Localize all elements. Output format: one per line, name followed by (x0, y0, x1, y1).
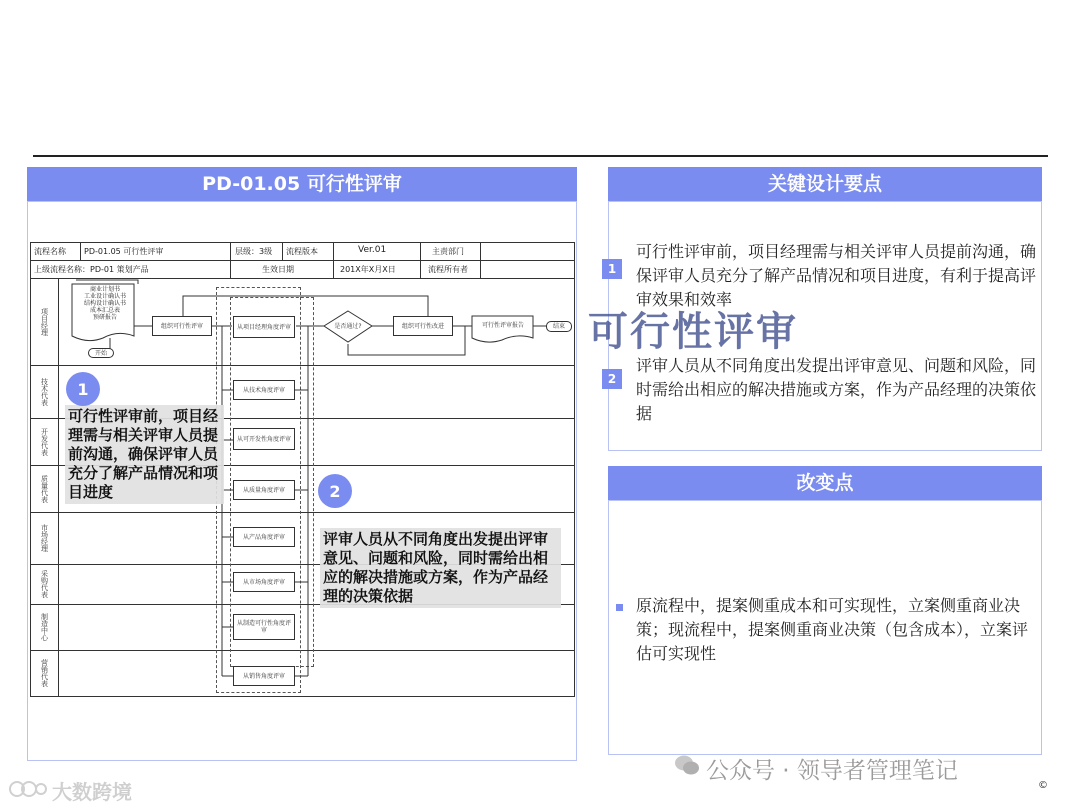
hdr-date-label: 生效日期 (262, 265, 294, 274)
process-box: 从市场角度评审 (233, 572, 295, 592)
lane-label: 技术代表 (40, 377, 49, 406)
hdr-version: Ver.01 (358, 245, 387, 255)
callout-2-text: 评审人员从不同角度出发提出评审意见、问题和风险，同时需给出相应的解决措施或方案，作为产品经理的决策依据 (320, 528, 561, 608)
copyright-mark: © (1038, 780, 1048, 791)
callout-1-badge: 1 (66, 372, 100, 406)
lane-label: 采购代表 (40, 570, 49, 598)
process-box: 从销售角度评审 (233, 666, 295, 686)
lane-label: 营销代表 (40, 659, 49, 687)
report-label: 可行性评审报告 (481, 321, 524, 329)
hdr-parent-process: 上级流程名称：PD-01 策划产品 (34, 265, 149, 274)
key-point-text: 可行性评审前，项目经理需与相关评审人员提前沟通，确保评审人员充分了解产品情况和项目进度，有利于提高评审效果和效率 (636, 242, 1037, 309)
hdr-level: 层级：3级 (235, 247, 273, 256)
key-point-number: 1 (602, 259, 622, 279)
process-box: 从技术角度评审 (233, 380, 295, 400)
hdr-date: 201X年X月X日 (340, 265, 396, 274)
process-box: 从产品角度评审 (233, 527, 295, 547)
change-item-text: 原流程中，提案侧重成本和可实现性，立案侧重商业决策；现流程中，提案侧重商业决策（包含成本），立案评估可实现性 (636, 596, 1029, 663)
process-box: 从项目经理角度评审 (233, 316, 295, 338)
wechat-watermark: 公众号 · 领导者管理笔记 (706, 758, 958, 784)
lane-label: 制造中心 (40, 613, 49, 641)
end-node: 结束 (546, 321, 572, 332)
process-box: 从制造可行性角度评审 (233, 614, 295, 640)
lane-label: 开发代表 (40, 427, 49, 456)
hdr-dept-label: 主责部门 (432, 247, 464, 256)
key-points-header (608, 167, 1042, 201)
process-box: 从质量角度评审 (233, 480, 295, 500)
input-documents: 商业计划书 工业设计确认书 结构设计确认书 成本汇总表 预研报告 (83, 286, 126, 321)
start-node: 开始 (88, 348, 114, 358)
callout-2-badge: 2 (318, 474, 352, 508)
hdr-version-label: 流程版本 (286, 247, 318, 256)
lane-label: 项目经理 (40, 308, 49, 336)
lane-label: 市场经理 (40, 524, 49, 552)
process-box: 从可开发性角度评审 (233, 428, 295, 450)
process-box: 组织可行性评审 (152, 316, 212, 336)
bullet-icon (616, 604, 623, 611)
changes-header (608, 466, 1042, 500)
hdr-owner-label: 流程所有者 (428, 265, 468, 274)
key-points-title: 关键设计要点 (767, 173, 882, 195)
key-point-number: 2 (602, 369, 622, 389)
brand-watermark: 大数跨境 (52, 780, 132, 804)
brand-logo-icon (8, 778, 48, 800)
wechat-icon (674, 754, 700, 776)
hdr-process-name-label: 流程名称 (34, 247, 66, 256)
changes-title: 改变点 (796, 472, 854, 494)
callout-1-text: 可行性评审前，项目经理需与相关评审人员提前沟通，确保评审人员充分了解产品情况和项目进度 (65, 405, 224, 504)
lane-label: 质量代表 (40, 474, 49, 503)
overlay-title: 可行性评审 (588, 309, 798, 355)
process-box: 组织可行性改进 (393, 316, 453, 336)
hdr-process-name: PD-01.05 可行性评审 (84, 247, 164, 256)
left-panel-title: PD-01.05 可行性评审 (202, 173, 402, 195)
decision-label: 是否通过? (334, 322, 362, 330)
key-point-text: 评审人员从不同角度出发提出评审意见、问题和风险，同时需给出相应的解决措施或方案，作为产品经理的决策依据 (636, 356, 1037, 423)
